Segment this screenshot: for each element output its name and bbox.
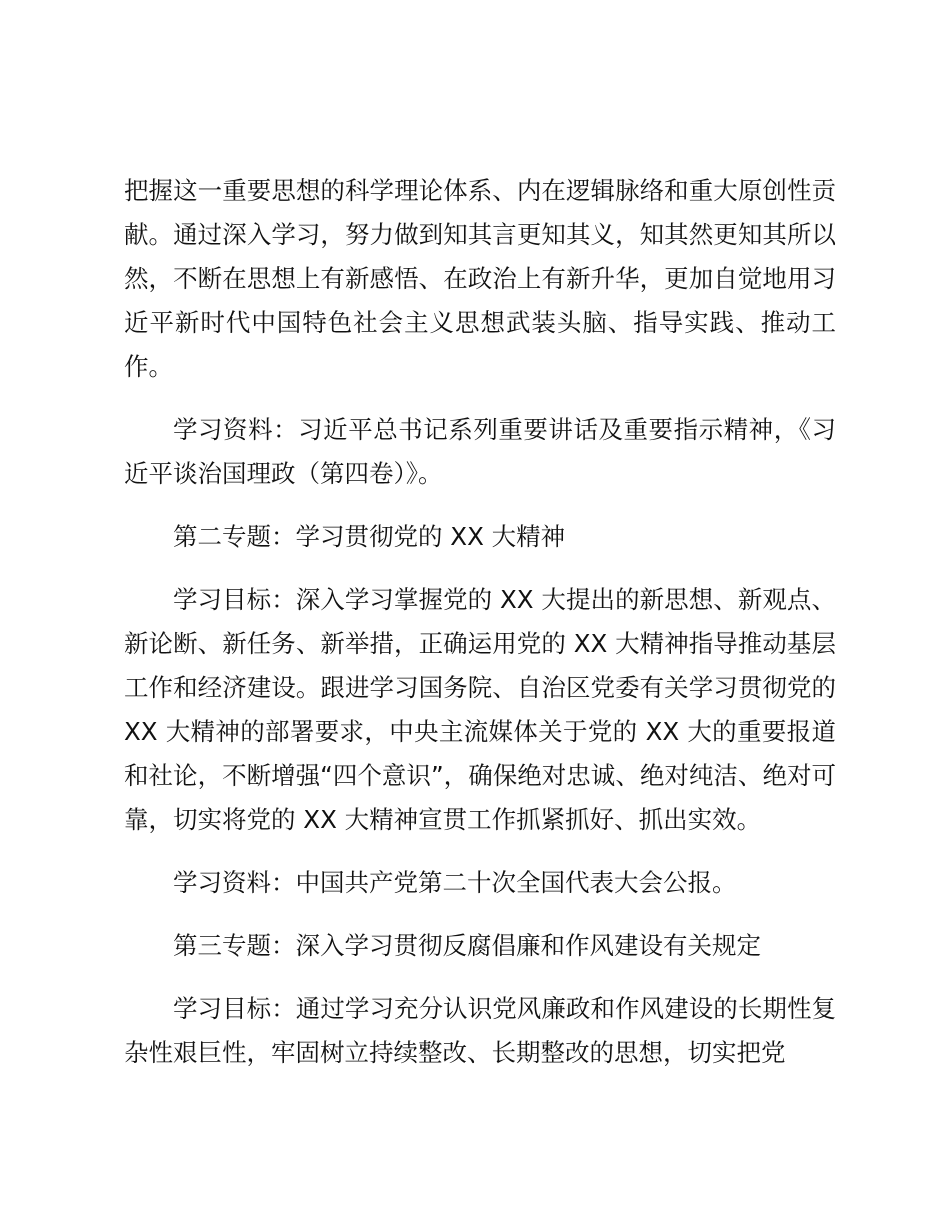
paragraph-study-materials-1: 学习资料：习近平总书记系列重要讲话及重要指示精神，《习近平谈治国理政（第四卷）》。: [124, 415, 836, 488]
paragraph-study-materials-2: 学习资料：中国共产党第二十次全国代表大会公报。: [173, 868, 737, 897]
paragraph-study-goals-3: 学习目标：通过学习充分认识党风廉政和作风建设的长期性复杂性艰巨性，牢固树立持续整改、长期整改的思想，切实把党: [124, 994, 836, 1067]
paragraph-continuation: 把握这一重要思想的科学理论体系、内在逻辑脉络和重大原创性贡献。通过深入学习，努力做到知其言更知其义，知其然更知其所以然，不断在思想上有新感悟、在政治上有新升华，更加自觉地用习近平新时代中国特色社会主义思想武装头脑、指导实践、推动工作。: [124, 176, 836, 381]
document-body: [124, 169, 836, 1094]
topic-heading-3: 第三专题：深入学习贯彻反腐倡廉和作风建设有关规定: [173, 931, 761, 960]
topic-heading-2: 第二专题：学习贯彻党的 XX 大精神: [173, 522, 566, 551]
paragraph-study-goals-2: 学习目标：深入学习掌握党的 XX 大提出的新思想、新观点、新论断、新任务、新举措，正确运用党的 XX 大精神指导推动基层工作和经济建设。跟进学习国务院、自治区党委有关学习贯彻党的 XX 大精神的部署要求，中央主流媒体关于党的 XX 大的重要报道和社论，不断增强“四个意识”，确保绝对忠诚、绝对纯洁、绝对可靠，切实将党的 XX 大精神宣贯工作抓紧抓好、抓出实效。: [124, 585, 836, 834]
